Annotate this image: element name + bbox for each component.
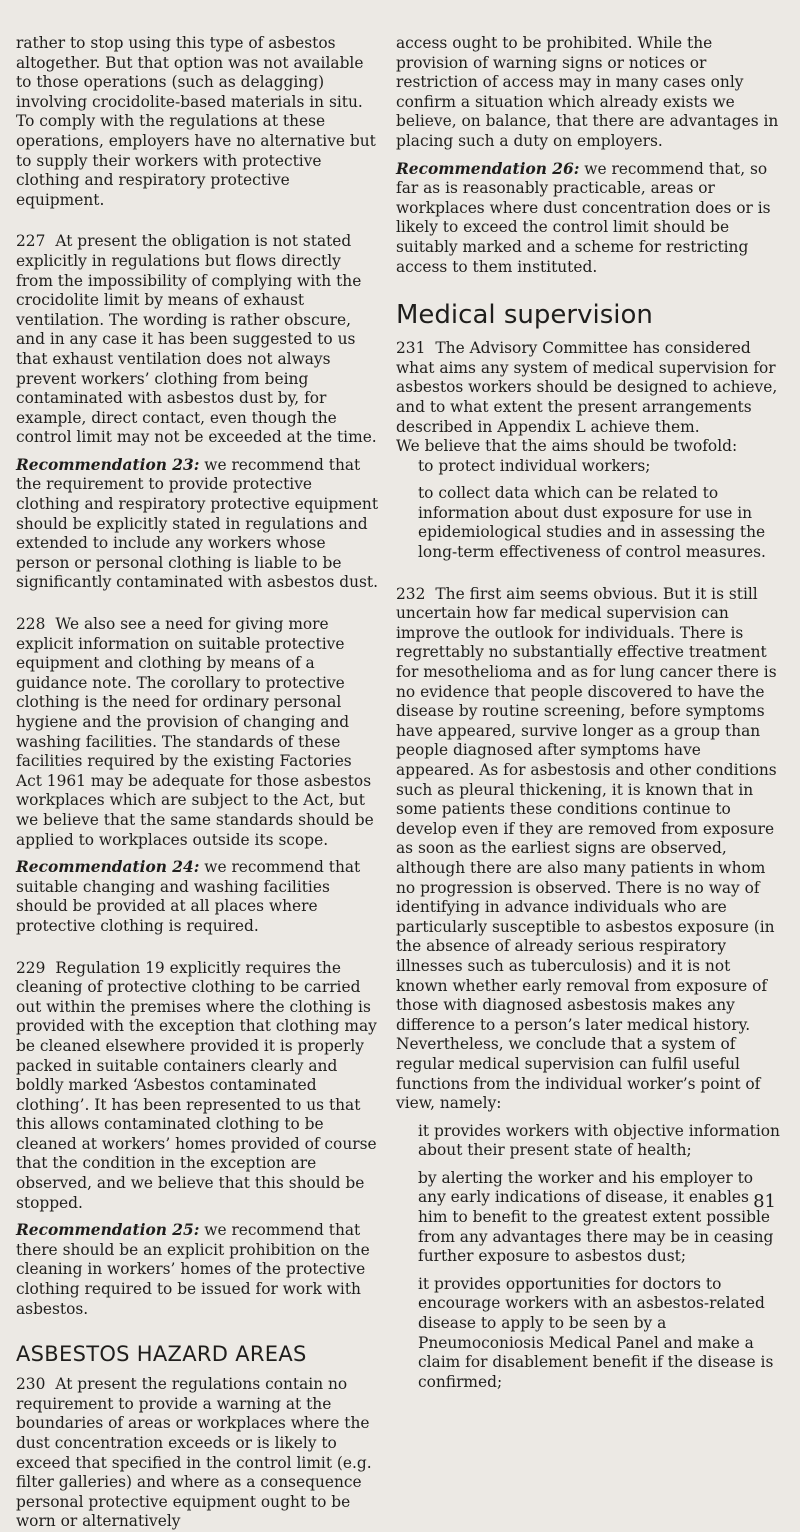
paragraph-text: At present the obligation is not stated explicitly in regulations but flows directly from the impossibility of complying with the crocidolite limit by means of exhaust ventilation. The wording is rather obscure, and in any case it has been suggested to us that exhaust ventilation does not always prevent workers’ clothing from being contaminated with asbestos dust by, for example, direct contact, even though the control limit may not be exceeded at the time. — [16, 232, 377, 447]
section-heading: Medical supervision — [396, 300, 653, 331]
paragraph-text: The first aim seems obvious. But it is still uncertain how far medical supervision can improve the outlook for individuals. There is regrettably no substantially effective treatment for mesothelioma and as for lung cancer there is no evidence that people discovered to have the disease by routine screening, before symptoms have appeared, survive longer as a group than people diagnosed after symptoms have appeared. As for asbestosis and other conditions such as pleural thickening, it is known that in some patients these conditions continue to develop even if they are removed from exposure as soon as the earliest signs are observed, although there are also many patients in whom no progression is observed. There is no way of identifying in advance individuals who are particularly susceptible to asbestos exposure (in the absence of already serious respiratory illnesses such as tuberculosis) and it is not known whether early removal from exposure of those with diagnosed asbestosis makes any difference to a person’s later medical history. Nevertheless, we conclude that a system of regular medical supervision can fulfil useful functions from the individual worker’s point of view, namely: — [396, 584, 777, 1113]
recommendation-text: we recommend that, so far as is reasonably practicable, areas or workplaces where dust concentration does or is likely to exceed the control limit should be suitably marked and a scheme for restricting access to them instituted. — [396, 159, 771, 276]
paragraph-text: At present the regulations contain no requirement to provide a warning at the boundaries of areas or workplaces where the dust concentration exceeds or is likely to exceed that specified in the control limit (e.g. filter galleries) and where as a consequence personal protective equipment ought to be worn or alternatively — [16, 1375, 372, 1531]
section-heading: ASBESTOS HAZARD AREAS — [16, 1342, 307, 1367]
paragraph-intro: rather to stop using this type of asbestos altogether. But that option was not available to those operations (such as delagging) involving crocidolite-based materials in situ. To comply with the regulations at these operations, employers have no alternative but to supply their workers with protective clothing and respiratory protective equipment. — [16, 34, 376, 209]
paragraph-231 — [396, 339, 780, 437]
paragraph-number: 227 — [16, 232, 46, 251]
recommendation-23 — [16, 456, 380, 593]
paragraph-230 — [16, 1375, 380, 1532]
page-number: 81 — [753, 1191, 776, 1212]
paragraph-text: We also see a need for giving more explicit information on suitable protective equipment and clothing by means of a guidance note. The corollary to protective clothing is the need for ordinary personal hygiene and the provision of changing and washing facilities. The standards of these facilities required by the existing Factories Act 1961 may be adequate for those asbestos workplaces which are subject to the Act, but we believe that the same standards should be applied to workplaces outside its scope. — [16, 615, 374, 849]
right-column — [396, 34, 780, 1392]
recommendation-label: Recommendation 26: — [396, 159, 580, 178]
paragraph-number: 228 — [16, 615, 46, 634]
aim-item: to protect individual workers; — [418, 456, 651, 475]
paragraph-number: 232 — [396, 584, 426, 603]
paragraph-number: 230 — [16, 1375, 46, 1394]
left-column — [16, 34, 380, 1532]
function-item: it provides opportunities for doctors to encourage workers with an asbestos-related disease to apply to be seen by a Pneumoconiosis Medical Panel and make a claim for disablement benefit if the disease is confirmed; — [418, 1274, 774, 1391]
recommendation-text: we recommend that suitable changing and washing facilities should be provided at all places where protective clothing is required. — [16, 858, 361, 935]
function-item: it provides workers with objective information about their present state of health; — [418, 1121, 780, 1160]
paragraph-text: The Advisory Committee has considered what aims any system of medical supervision for asbestos workers should be designed to achieve, and to what extent the present arrangements described in Appendix L achieve them. — [396, 339, 778, 436]
recommendation-label: Recommendation 25: — [16, 1221, 200, 1240]
recommendation-26 — [396, 160, 780, 278]
recommendation-25 — [16, 1221, 380, 1319]
paragraph-text: Regulation 19 explicitly requires the cleaning of protective clothing to be carried out within the premises where the clothing is provided with the exception that clothing may be cleaned elsewhere provided it is properly packed in suitable containers clearly and boldly marked ‘Asbestos contaminated clothing’. It has been represented to us that this allows contaminated clothing to be cleaned at workers’ homes provided of course that the condition in the exception are observed, and we believe that this should be stopped. — [16, 958, 377, 1212]
function-item: by alerting the worker and his employer to any early indications of disease, it enables him to benefit to the greatest extent possible from any advantages there may be in ceasing further exposure to asbestos dust; — [418, 1168, 774, 1266]
recommendation-label: Recommendation 23: — [16, 455, 200, 474]
paragraph-232 — [396, 585, 780, 1114]
recommendation-24 — [16, 858, 380, 936]
recommendation-text: we recommend that the requirement to provide protective clothing and respiratory protective equipment should be explicitly stated in regulations and extended to include any workers whose person or personal clothing is liable to be significantly contaminated with asbestos dust. — [16, 455, 379, 592]
paragraph-228 — [16, 615, 380, 850]
paragraph-227 — [16, 232, 380, 448]
paragraph-continued: access ought to be prohibited. While the provision of warning signs or notices or restriction of access may in many cases only confirm a situation which already exists we believe, on balance, that there are advantages in placing such a duty on employers. — [396, 34, 779, 150]
paragraph-number: 231 — [396, 339, 426, 358]
recommendation-text: we recommend that there should be an explicit prohibition on the cleaning in workers’ homes of the protective clothing required to be issued for work with asbestos. — [16, 1221, 370, 1318]
recommendation-label: Recommendation 24: — [16, 858, 200, 877]
aims-intro: We believe that the aims should be twofold: — [396, 437, 738, 456]
aim-item: to collect data which can be related to information about dust exposure for use in epidemiological studies and in assessing the long-term effectiveness of control measures. — [418, 484, 766, 562]
paragraph-229 — [16, 959, 380, 1214]
paragraph-number: 229 — [16, 958, 46, 977]
